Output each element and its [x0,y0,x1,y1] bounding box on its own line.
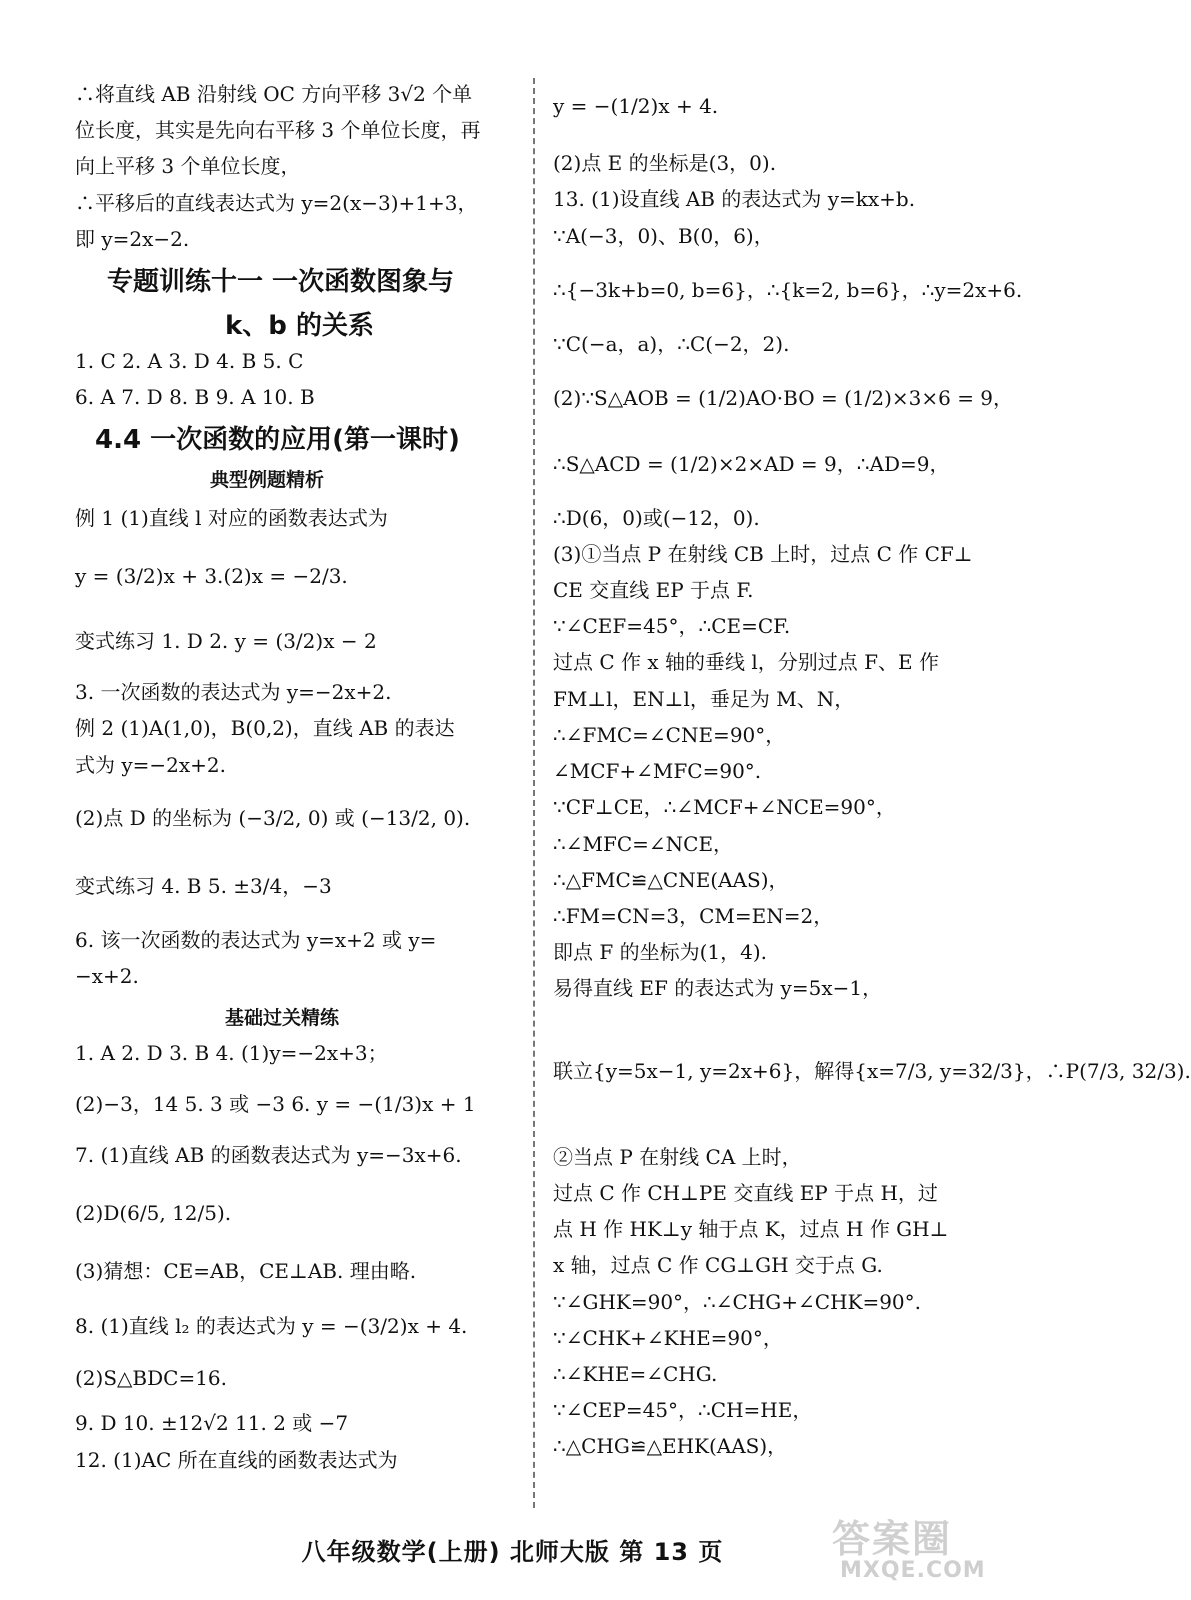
text-line: 即 y=2x−2. [75,227,190,251]
formula-line: (2)∵S△AOB = (1/2)AO·BO = (1/2)×3×6 = 9， [553,386,1014,410]
text-line: (3)①当点 P 在射线 CB 上时，过点 C 作 CF⊥ [553,542,973,566]
formula-line: y = −(1/2)x + 4. [553,94,719,118]
text-line: 点 H 作 HK⊥y 轴于点 K，过点 H 作 GH⊥ [553,1217,949,1241]
text-line: 6. 该一次函数的表达式为 y=x+2 或 y= [75,928,437,952]
text-line: 过点 C 作 CH⊥PE 交直线 EP 于点 H，过 [553,1181,938,1205]
text-line: ∠MCF+∠MFC=90°. [553,759,762,783]
text-line: ∴△CHG≌△EHK(AAS)， [553,1434,788,1458]
page-footer: 八年级数学(上册) 北师大版 第 13 页 [301,1538,724,1566]
text-line: ∴将直线 AB 沿射线 OC 方向平移 3√2 个单 [75,82,473,106]
text-line: 变式练习 4. B 5. ±3/4，−3 [75,874,332,898]
text-line: 12. (1)AC 所在直线的函数表达式为 [75,1448,398,1472]
text-line: 即点 F 的坐标为(1，4). [553,940,768,964]
answer-line: 9. D 10. ±12√2 11. 2 或 −7 [75,1411,349,1435]
text-line: ∴D(6，0)或(−12，0). [553,506,760,530]
text-line: 7. (1)直线 AB 的函数表达式为 y=−3x+6. [75,1143,462,1167]
text-line: 位长度，其实是先向右平移 3 个单位长度，再 [75,118,481,142]
text-line: ∵∠GHK=90°，∴∠CHG+∠CHK=90°. [553,1290,922,1314]
text-line: 式为 y=−2x+2. [75,753,227,777]
text-line: ∴∠KHE=∠CHG. [553,1362,718,1386]
answer-line: 6. A 7. D 8. B 9. A 10. B [75,385,315,409]
text-line: 8. (1)直线 l₂ 的表达式为 y = −(3/2)x + 4. [75,1314,468,1338]
formula-line: (2)点 D 的坐标为 (−3/2, 0) 或 (−13/2, 0). [75,806,471,830]
text-line: ∵CF⊥CE，∴∠MCF+∠NCE=90°， [553,795,896,819]
text-line: ∵C(−a，a)，∴C(−2，2). [553,332,790,356]
section-heading: 专题训练十一 一次函数图象与 [107,267,455,297]
text-line: ∴∠FMC=∠CNE=90°， [553,723,786,747]
watermark-text: 答案圈 [832,1517,953,1561]
text-line: ②当点 P 在射线 CA 上时， [553,1145,802,1169]
formula-line: (2)D(6/5, 12/5). [75,1201,232,1225]
answer-line: (2)−3，14 5. 3 或 −3 6. y = −(1/3)x + 1 [75,1092,476,1116]
text-line: −x+2. [75,964,139,988]
text-line: ∵∠CEF=45°，∴CE=CF. [553,614,791,638]
column-divider [533,78,535,1508]
text-line: 13. (1)设直线 AB 的表达式为 y=kx+b. [553,187,916,211]
text-line: ∴△FMC≌△CNE(AAS)， [553,868,789,892]
text-line: 例 1 (1)直线 l 对应的函数表达式为 [75,506,388,530]
text-line: x 轴，过点 C 作 CG⊥GH 交于点 G. [553,1253,883,1277]
answer-line: 1. A 2. D 3. B 4. (1)y=−2x+3； [75,1041,388,1065]
text-line: 3. 一次函数的表达式为 y=−2x+2. [75,680,392,704]
formula-line: ∴S△ACD = (1/2)×2×AD = 9，∴AD=9， [553,452,950,476]
text-line: 过点 C 作 x 轴的垂线 l，分别过点 F、E 作 [553,650,939,674]
answer-line: 1. C 2. A 3. D 4. B 5. C [75,349,304,373]
text-line: ∵∠CEP=45°，∴CH=HE， [553,1398,813,1422]
text-line: 变式练习 1. D 2. y = (3/2)x − 2 [75,629,377,653]
formula-line: ∴{−3k+b=0, b=6}，∴{k=2, b=6}，∴y=2x+6. [553,278,1023,302]
watermark-logo [822,1508,1012,1588]
text-line: ∴∠MFC=∠NCE， [553,832,734,856]
formula-line: 联立{y=5x−1, y=2x+6}，解得{x=7/3, y=32/3}，∴P(7/3, 32/3). [553,1059,1191,1083]
text-line: 例 2 (1)A(1,0)，B(0,2)，直线 AB 的表达 [75,716,455,740]
lesson-heading: 4.4 一次函数的应用(第一课时) [95,425,460,455]
text-line: ∴FM=CN=3，CM=EN=2， [553,904,834,928]
text-line: ∵∠CHK+∠KHE=90°， [553,1326,783,1350]
text-line: CE 交直线 EP 于点 F. [553,578,754,602]
watermark-url: MXQE.COM [840,1558,986,1583]
text-line: 向上平移 3 个单位长度， [75,154,301,178]
text-line: FM⊥l，EN⊥l，垂足为 M、N， [553,687,855,711]
text-line: ∴平移后的直线表达式为 y=2(x−3)+1+3， [75,191,478,215]
subheading: 基础过关精练 [225,1007,340,1029]
text-line: (2)S△BDC=16. [75,1366,228,1390]
text-line: (2)点 E 的坐标是(3，0). [553,151,777,175]
formula-line: y = (3/2)x + 3.(2)x = −2/3. [75,564,348,588]
text-line: ∵A(−3，0)、B(0，6)， [553,224,774,248]
text-line: 易得直线 EF 的表达式为 y=5x−1， [553,976,883,1000]
section-heading: k、b 的关系 [225,311,374,341]
subheading: 典型例题精析 [210,469,325,491]
text-line: (3)猜想：CE=AB，CE⊥AB. 理由略. [75,1259,417,1283]
